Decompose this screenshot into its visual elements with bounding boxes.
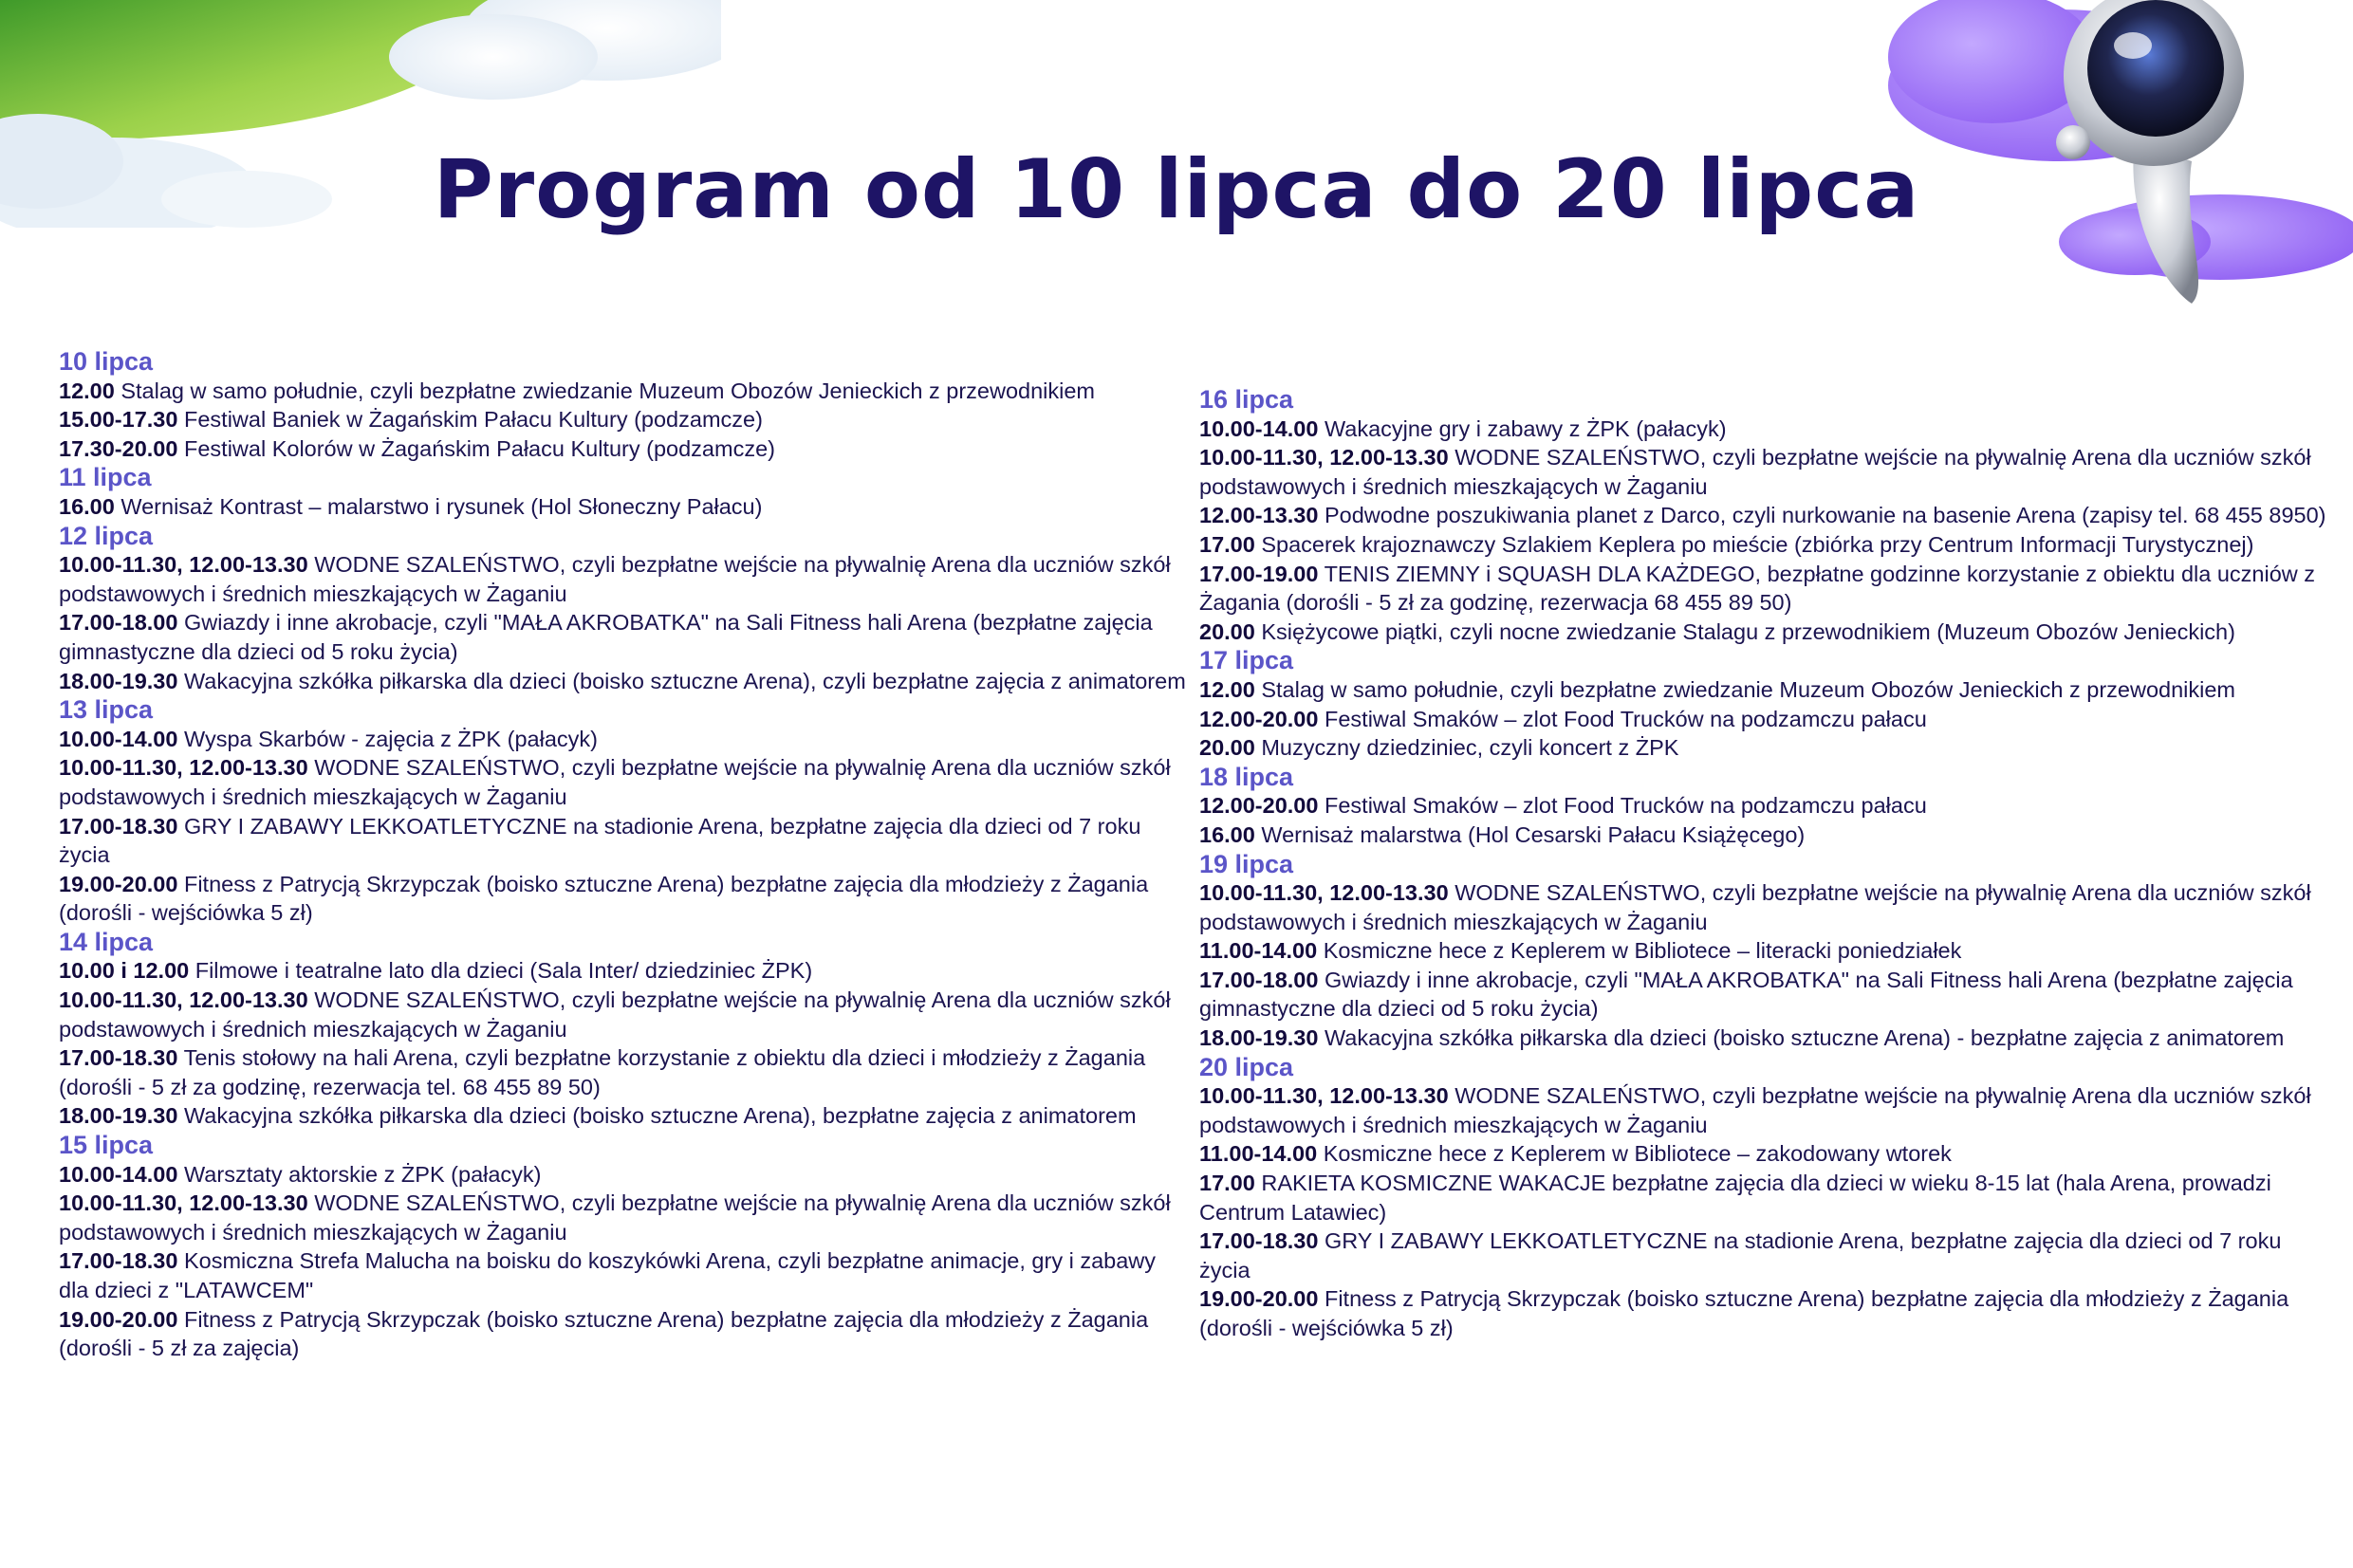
event-item [1199,966,2338,1024]
event-time: 17.00-19.00 [1199,561,1319,586]
event-item [59,870,1188,928]
event-description: Podwodne poszukiwania planet z Darco, czyli nurkowanie na basenie Arena (zapisy tel. 68 455 8950) [1324,503,2326,528]
event-time: 10.00-14.00 [59,1161,178,1187]
event-item [1199,821,2338,850]
event-time: 10.00-11.30, 12.00-13.30 [59,552,308,578]
event-item [59,1189,1188,1246]
event-description: WODNE SZALEŃSTWO, czyli bezpłatne wejście na pływalnię Arena dla uczniów szkół podstawowych i średnich mieszkających w Żaganiu [1199,445,2311,499]
event-description: Wernisaż malarstwa (Hol Cesarski Pałacu Książęcego) [1261,821,1806,847]
event-time: 16.00 [1199,821,1255,847]
event-time: 17.00-18.30 [1199,1228,1319,1254]
event-time: 17.30-20.00 [59,435,178,461]
event-description: Tenis stołowy na hali Arena, czyli bezpłatne korzystanie z obiektu dla dzieci i młodzieży z Żagania (dorośli - 5 zł za godzinę, rezerwacja tel. 68 455 89 50) [59,1045,1146,1099]
event-time: 20.00 [1199,618,1255,644]
event-description: Festiwal Baniek w Żagańskim Pałacu Kultury (podzamcze) [183,407,763,433]
event-item [59,434,1188,464]
event-time: 10.00 i 12.00 [59,958,190,984]
event-description: Wakacyjna szkółka piłkarska dla dzieci (boisko sztuczne Arena) - bezpłatne zajęcia z animatorem [1324,1025,2285,1051]
event-item [1199,791,2338,821]
event-description: WODNE SZALEŃSTWO, czyli bezpłatne wejście na pływalnię Arena dla uczniów szkół podstawowych i średnich mieszkających w Żaganiu [59,552,1171,606]
event-time: 10.00-11.30, 12.00-13.30 [59,755,308,781]
event-time: 17.00-18.00 [59,610,178,636]
event-description: RAKIETA KOSMICZNE WAKACJE bezpłatne zajęcia dla dzieci w wieku 8-15 lat (hala Arena, prowadzi Centrum Latawiec) [1199,1171,2271,1225]
event-description: Kosmiczne hece z Keplerem w Bibliotece – zakodowany wtorek [1323,1141,1952,1167]
event-item [1199,1081,2338,1139]
event-item [1199,415,2338,444]
event-item [59,725,1188,754]
event-description: TENIS ZIEMNY i SQUASH DLA KAŻDEGO, bezpłatne godzinne korzystanie z obiektu dla uczniów z Żagania (dorośli - 5 zł za godzinę, rezerwacja 68 455 89 50) [1199,561,2316,616]
event-item [59,986,1188,1043]
event-time: 19.00-20.00 [59,1306,178,1332]
event-description: Festiwal Kolorów w Żagańskim Pałacu Kultury (podzamcze) [183,435,775,461]
event-item [1199,675,2338,705]
event-time: 10.00-14.00 [1199,415,1319,441]
event-description: Festiwal Smaków – zlot Food Trucków na podzamczu pałacu [1324,706,1927,731]
event-description: GRY I ZABAWY LEKKOATLETYCZNE na stadionie Arena, bezpłatne zajęcia dla dzieci od 7 roku życia [1199,1228,2282,1282]
event-description: Fitness z Patrycją Skrzypczak (boisko sztuczne Arena) bezpłatne zajęcia dla młodzieży z Żagania (dorośli - wejściówka 5 zł) [59,871,1149,926]
event-time: 17.00-18.30 [59,813,178,839]
event-item [59,1160,1188,1190]
event-description: Wyspa Skarbów - zajęcia z ŻPK (pałacyk) [183,726,598,751]
event-time: 18.00-19.30 [59,1103,178,1129]
event-item [1199,443,2338,501]
event-time: 10.00-11.30, 12.00-13.30 [1199,445,1449,470]
event-description: Fitness z Patrycją Skrzypczak (boisko sztuczne Arena) bezpłatne zajęcia dla młodzieży z Żagania (dorośli - 5 zł za zajęcia) [59,1306,1149,1361]
event-item [1199,1169,2338,1227]
event-description: Wernisaż Kontrast – malarstwo i rysunek (Hol Słoneczny Pałacu) [120,493,763,519]
event-time: 10.00-11.30, 12.00-13.30 [59,1190,308,1216]
event-item [59,1101,1188,1131]
event-description: Wakacyjna szkółka piłkarska dla dzieci (boisko sztuczne Arena), bezpłatne zajęcia z animatorem [183,1103,1137,1129]
event-description: Muzyczny dziedziniec, czyli koncert z ŻPK [1261,735,1679,761]
event-item [59,492,1188,522]
event-description: Kosmiczne hece z Keplerem w Bibliotece – literacki poniedziałek [1323,938,1962,964]
event-item [1199,560,2338,618]
event-item [59,956,1188,986]
event-item [1199,936,2338,966]
event-description: Filmowe i teatralne lato dla dzieci (Sala Inter/ dziedziniec ŻPK) [195,958,813,984]
event-time: 10.00-11.30, 12.00-13.30 [1199,1083,1449,1109]
schedule-column-right [1199,385,2338,1343]
event-time: 17.00 [1199,1171,1255,1196]
event-item [59,812,1188,870]
event-item [59,377,1188,406]
day-heading: 15 lipca [59,1131,154,1160]
day-heading: 17 lipca [1199,646,1294,675]
event-time: 12.00-20.00 [1199,793,1319,819]
event-time: 18.00-19.30 [1199,1025,1319,1051]
event-description: WODNE SZALEŃSTWO, czyli bezpłatne wejście na pływalnię Arena dla uczniów szkół podstawowych i średnich mieszkających w Żaganiu [59,755,1171,809]
event-item [1199,1024,2338,1053]
event-item [1199,705,2338,734]
page-title: Program od 10 lipca do 20 lipca [433,142,1920,237]
day-heading: 13 lipca [59,695,154,725]
event-description: Wakacyjna szkółka piłkarska dla dzieci (boisko sztuczne Arena), czyli bezpłatne zajęcia z animatorem [183,668,1186,693]
event-item [1199,878,2338,936]
event-item [1199,1227,2338,1284]
event-description: Kosmiczna Strefa Malucha na boisku do koszykówki Arena, czyli bezpłatne animacje, gry i zabawy dla dzieci z "LATAWCEM" [59,1248,1157,1302]
event-item [1199,733,2338,763]
event-item [59,608,1188,666]
event-item [1199,618,2338,647]
event-item [59,405,1188,434]
day-heading: 16 lipca [1199,385,1294,414]
event-time: 18.00-19.30 [59,668,178,693]
event-time: 16.00 [59,493,115,519]
event-description: Fitness z Patrycją Skrzypczak (boisko sztuczne Arena) bezpłatne zajęcia dla młodzieży z Żagania (dorośli - wejściówka 5 zł) [1199,1286,2289,1340]
event-description: Księżycowe piątki, czyli nocne zwiedzanie Stalagu z przewodnikiem (Muzeum Obozów Jenieckich) [1261,618,2235,644]
event-time: 17.00-18.30 [59,1248,178,1274]
event-time: 20.00 [1199,735,1255,761]
event-time: 19.00-20.00 [59,871,178,896]
event-time: 10.00-11.30, 12.00-13.30 [59,987,308,1013]
event-item [1199,501,2338,530]
event-description: Gwiazdy i inne akrobacje, czyli "MAŁA AKROBATKA" na Sali Fitness hali Arena (bezpłatne zajęcia gimnastyczne dla dzieci od 5 roku życia) [59,610,1153,664]
event-time: 17.00-18.30 [59,1045,178,1071]
event-description: WODNE SZALEŃSTWO, czyli bezpłatne wejście na pływalnię Arena dla uczniów szkół podstawowych i średnich mieszkających w Żaganiu [1199,1083,2311,1137]
event-time: 17.00-18.00 [1199,967,1319,992]
schedule-column-left [59,347,1188,1363]
event-time: 19.00-20.00 [1199,1286,1319,1312]
event-item [59,550,1188,608]
event-time: 12.00 [59,378,115,403]
event-time: 10.00-14.00 [59,726,178,751]
event-time: 15.00-17.30 [59,407,178,433]
event-description: Gwiazdy i inne akrobacje, czyli "MAŁA AKROBATKA" na Sali Fitness hali Arena (bezpłatne zajęcia gimnastyczne dla dzieci od 5 roku życia) [1199,967,2293,1022]
day-heading: 10 lipca [59,347,154,376]
event-description: Wakacyjne gry i zabawy z ŻPK (pałacyk) [1324,415,1727,441]
day-heading: 14 lipca [59,927,154,956]
day-heading: 11 lipca [59,463,152,492]
event-time: 11.00-14.00 [1199,1141,1318,1167]
event-description: WODNE SZALEŃSTWO, czyli bezpłatne wejście na pływalnię Arena dla uczniów szkół podstawowych i średnich mieszkających w Żaganiu [59,987,1171,1042]
event-time: 12.00 [1199,676,1255,702]
event-description: Spacerek krajoznawczy Szlakiem Keplera po mieście (zbiórka przy Centrum Informacji Turystycznej) [1261,531,2254,557]
event-item [1199,1284,2338,1342]
event-description: Festiwal Smaków – zlot Food Trucków na podzamczu pałacu [1324,793,1927,819]
event-time: 17.00 [1199,531,1255,557]
event-description: GRY I ZABAWY LEKKOATLETYCZNE na stadionie Arena, bezpłatne zajęcia dla dzieci od 7 roku życia [59,813,1141,868]
event-description: Stalag w samo południe, czyli bezpłatne zwiedzanie Muzeum Obozów Jenieckich z przewodnikiem [1261,676,2236,702]
event-time: 12.00-13.30 [1199,503,1319,528]
day-heading: 19 lipca [1199,849,1294,878]
event-item [1199,530,2338,560]
event-item [59,1305,1188,1363]
event-time: 12.00-20.00 [1199,706,1319,731]
day-heading: 20 lipca [1199,1052,1294,1081]
event-description: Stalag w samo południe, czyli bezpłatne zwiedzanie Muzeum Obozów Jenieckich z przewodnikiem [120,378,1096,403]
event-item [59,667,1188,696]
event-description: WODNE SZALEŃSTWO, czyli bezpłatne wejście na pływalnię Arena dla uczniów szkół podstawowych i średnich mieszkających w Żaganiu [1199,880,2311,934]
event-item [59,1043,1188,1101]
event-time: 11.00-14.00 [1199,938,1318,964]
event-time: 10.00-11.30, 12.00-13.30 [1199,880,1449,906]
day-heading: 12 lipca [59,521,154,550]
event-description: Warsztaty aktorskie z ŻPK (pałacyk) [183,1161,542,1187]
event-item [1199,1139,2338,1169]
event-item [59,753,1188,811]
event-item [59,1246,1188,1304]
day-heading: 18 lipca [1199,762,1294,791]
event-description: WODNE SZALEŃSTWO, czyli bezpłatne wejście na pływalnię Arena dla uczniów szkół podstawowych i średnich mieszkających w Żaganiu [59,1190,1171,1245]
